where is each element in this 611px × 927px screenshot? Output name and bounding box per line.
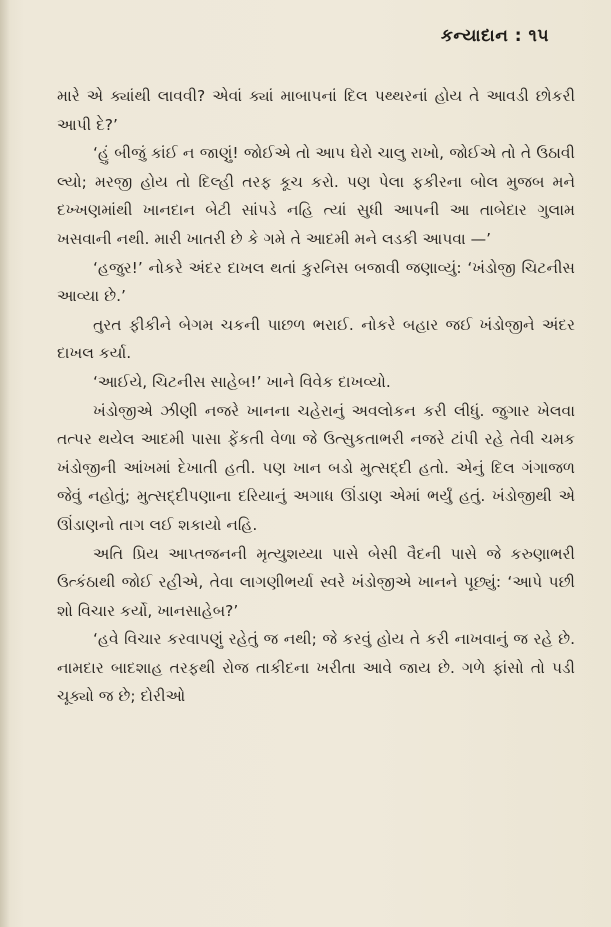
paragraph: ‘હવે વિચાર કરવાપણું રહેતું જ નથી; જે કરવું હોય તે કરી નાખવાનું જ રહે છે. નામદાર બાદશાહ તરફથી રોજ તાકીદના ખરીતા આવે જાય છે. ગળે ફાંસો તો પડી ચૂક્યો જ છે; દોરીઓ [57,630,575,706]
body-text [57,82,575,711]
paragraph: ‘આઈયે, ચિટનીસ સાહેબ!’ ખાને વિવેક દાખવ્યો. [93,372,391,391]
paragraph: ખંડોજીએ ઝીણી નજરે ખાનના ચહેરાનું અવલોકન કરી લીધું. જુગાર ખેલવા તત્પર થયેલ આદમી પાસા ફેંકતી વેળા જે ઉત્સુકતાભરી નજરે ટાંપી રહે તેવી ચમક ખંડોજીની આંખમાં દેખાતી હતી. પણ ખાન બડો મુત્સદ્દી હતો. એનું દિલ ગંગાજળ જેવું નહોતું; મુત્સદ્દીપણાના દરિયાનું અગાધ ઊંડાણ એમાં ભર્યું હતું. ખંડોજીથી એ ઊંડાણનો તાગ લઈ શકાયો નહિ. [57,401,575,534]
paragraph: ‘હજુર!’ નોકરે અંદર દાખલ થતાં કુરનિસ બજાવી જણાવ્યું: ‘ખંડોજી ચિટનીસ આવ્યા છે.’ [57,258,575,306]
paragraph: અતિ પ્રિય આપ્તજનની મૃત્યુશય્યા પાસે બેસી વૈદની પાસે જે કરુણાભરી ઉત્કંઠાથી જોઈ રહીએ, તેવા લાગણીભર્યા સ્વરે ખંડોજીએ ખાનને પૂછ્યું: ‘આપે પછી શો વિચાર કર્યો, ખાનસાહેબ?’ [57,544,575,620]
running-head: કન્યાદાન : ૧૫ [440,26,549,46]
paragraph: ‘હું બીજું કાંઈ ન જાણું! જોઈએ તો આપ ઘેરો ચાલુ રાખો, જોઈએ તો તે ઉઠાવી લ્યો; મરજી હોય તો દિલ્હી તરફ કૂચ કરો. પણ પેલા ફકીરના બોલ મુજબ મને દખ્ખણમાંથી ખાનદાન બેટી સાંપડે નહિ ત્યાં સુધી આપની આ તાબેદાર ગુલામ ખસવાની નથી. મારી ખાતરી છે કે ગમે તે આદમી મને લડકી આપવા —’ [57,144,575,248]
paragraph: તુરત ફીકીને બેગમ ચકની પાછળ ભરાઈ. નોકરે બહાર જઈ ખંડોજીને અંદર દાખલ કર્યા. [57,315,575,363]
paragraph: મારે એ ક્યાંથી લાવવી? એવાં ક્યાં માબાપનાં દિલ પથ્થરનાં હોય તે આવડી છોકરી આપી દે?’ [57,87,575,134]
